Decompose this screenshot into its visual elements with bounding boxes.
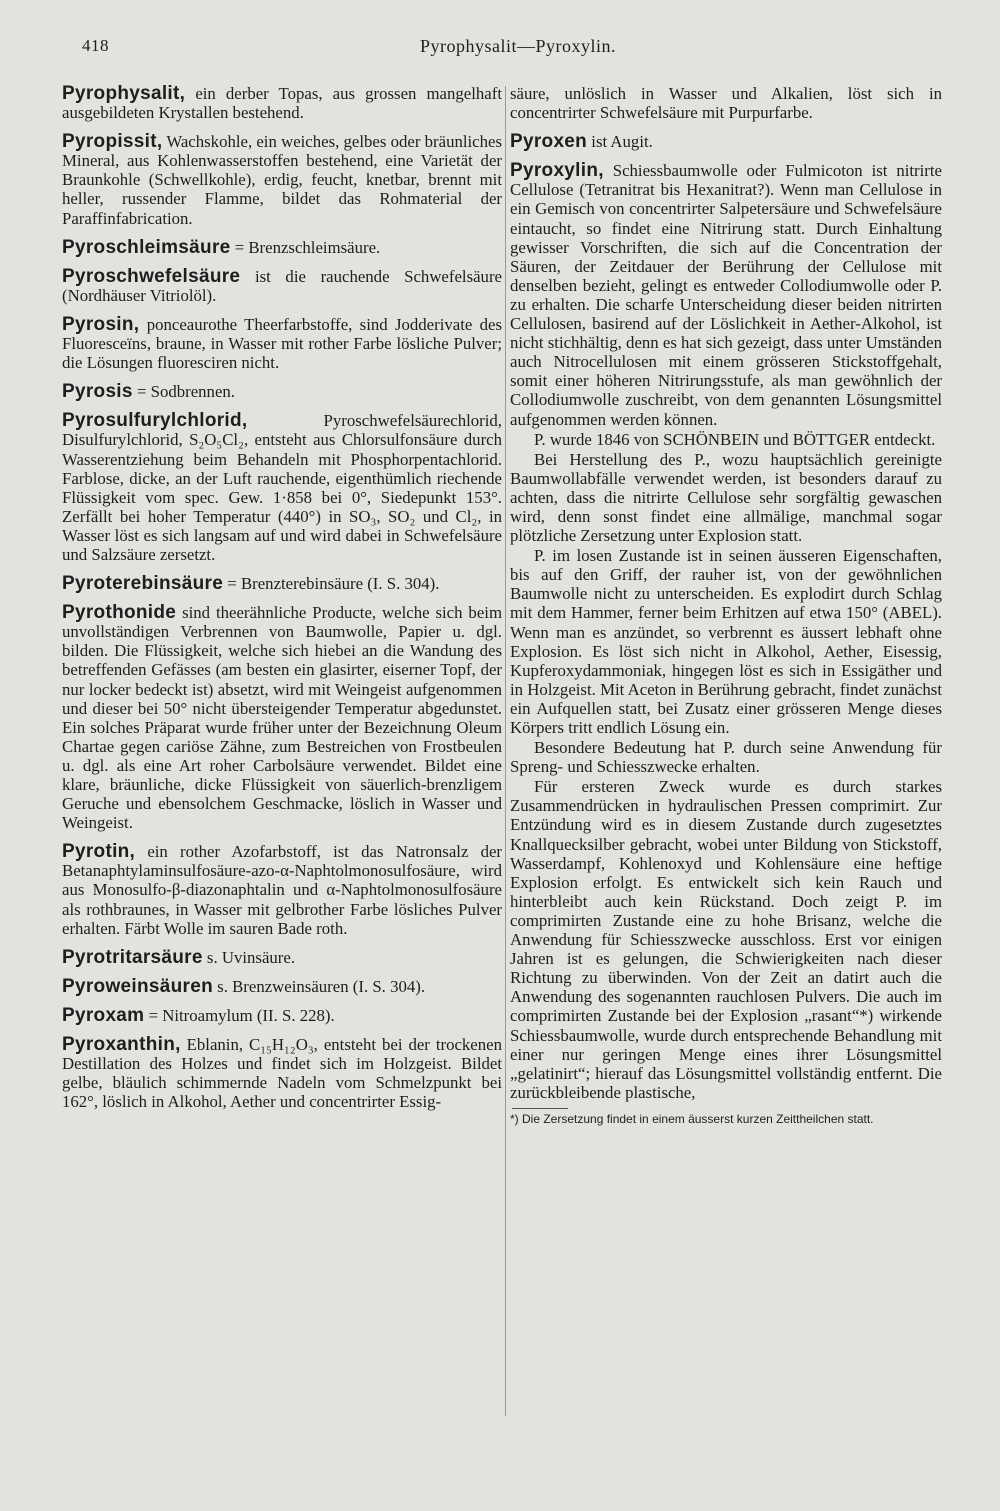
entry-pyroterebinsaeure	[62, 574, 502, 593]
headword: Pyrosis	[62, 381, 133, 403]
entry-pyrosulfurylchlorid	[62, 411, 502, 564]
headword: Pyropissit,	[62, 131, 163, 153]
right-column	[510, 84, 942, 1126]
entry-text: ponceaurothe Theerfarbstoffe, sind Jodderivate des Fluoresceïns, braune, in Wasser mit rother Farbe lösliche Pulver; die Lösungen fluoresciren nicht.	[62, 314, 502, 373]
entry-pyroschwefelsaeure	[62, 267, 502, 305]
headword: Pyroweinsäuren	[62, 975, 213, 997]
entry-pyroxam	[62, 1006, 502, 1025]
entry-pyroxen	[510, 132, 942, 151]
headword: Pyroschwefelsäure	[62, 265, 241, 287]
entry-pyropissit	[62, 132, 502, 227]
entry-text: s. Brenzweinsäuren (I. S. 304).	[212, 976, 426, 996]
entry-text: = Brenzschleimsäure.	[230, 237, 381, 257]
footnote: *) Die Zersetzung findet in einem äusserst kurzen Zeittheilchen statt.	[510, 1111, 874, 1126]
entry-text: sind theerähnliche Producte, welche sich beim unvollständigen Verbrennen von Baumwolle, Papier u. dgl. bilden. Die Flüssigkeit, welche sich hiebei an die Wandung des betreffenden Gefässes (am besten ein glasirter, eiserner Topf, der nur locker bedeckt ist) absetzt, wird mit Weingeist aufgenommen und dieser bei 50° nicht übersteigender Temperatur abgedunstet. Ein solches Präparat wurde früher unter der Bezeichnung Oleum Chartae gegen cariöse Zähne, zum Bestreichen von Frostbeulen u. dgl. als eine Art roher Carbolsäure verwendet. Bildet eine klare, bräunliche, dicke Flüssigkeit von säuerlich-brenzligem Geruche und ebensolchem Geschmacke, löslich in Wasser und Weingeist.	[62, 603, 502, 833]
entry-text: = Nitroamylum (II. S. 228).	[144, 1005, 335, 1025]
headword: Pyroterebinsäure	[62, 573, 224, 595]
entry-pyrotin	[62, 842, 502, 937]
paragraph: P. im losen Zustande ist in seinen äusseren Eigenschaften, bis auf den Griff, der rauher ist, von der gewöhnlichen Baumwolle nicht zu unterscheiden. Es explodirt durch Schlag mit dem Hammer, ferner beim Erhitzen auf etwa 150° (ABEL). Wenn man es anzündet, so verbrennt es äussert lebhaft ohne Explosion. Es löst sich nicht in Alkohol, Aether, Eisessig, Kupferoxydammoniak, hingegen löst es sich in Essigäther und in Holzgeist. Mit Aceton in Berührung gebracht, findet zunächst ein Aufquellen statt, bei Zusatz einer grösseren Menge dieses Körpers tritt endlich Lösung ein.	[510, 546, 942, 737]
entry-text: = Sodbrennen.	[132, 382, 235, 402]
entry-text: ein derber Topas, aus grossen mangelhaft ausgebildeten Krystallen bestehend.	[62, 84, 502, 123]
headword: Pyroxam	[62, 1004, 145, 1026]
entry-pyrosin	[62, 315, 502, 372]
headword: Pyrosulfurylchlorid,	[62, 410, 248, 432]
paragraph: Für ersteren Zweck wurde es durch starkes Zusammendrücken in hydraulischen Pressen comprimirt. Zur Entzündung wird es in diesem Zustande durch zugesetztes Knallquecksilber gebracht, wobei unter Bildung von Stickstoff, Wasserdampf, Kohlenoxyd und Kohlensäure eine heftige Explosion erfolgt. Es entwickelt sich kein Rauch und hinterbleibt auch kein Rückstand. Doch zeigt P. im comprimirten Zustande eine zu hohe Brisanz, welche die Anwendung für Schiesszwecke ausschloss. Erst vor einigen Jahren ist es gelungen, die Schwierigkeiten nach dieser Richtung zu überwinden. Von der Zeit an datirt auch die Anwendung des sogenannten rauchlosen Pulvers. Die auch im comprimirten Zustande bei der Explosion „rasant“*) wirkende Schiessbaumwolle, wurde durch entsprechende Behandlung mit einer nur geringen Menge eines ihrer Lösungsmittel „gelatinirt“; hierauf das Lösungsmittel vollständig entfernt. Die zurückbleibende plastische,	[510, 777, 942, 1102]
entry-pyroschleimsaeure	[62, 238, 502, 257]
entry-text: Schiessbaumwolle oder Fulmicoton ist nitrirte Cellulose (Tetranitrat bis Hexanitrat?). Wenn man Cellulose in ein Gemisch von concentrirter Salpetersäure und Schwefelsäure eintaucht, so findet eine Nitrirung statt. Durch Einhaltung gewisser Vorschriften, die sich auf die Concentration der Säuren, der Zeitdauer der Berührung der Cellulose mit denselben bezieht, gelingt es entweder Collodiumwolle oder P. zu erhalten. Die scharfe Unterscheidung dieser beiden nitrirten Cellulosen, basirend auf der Löslichkeit in Aether-Alkohol, ist nicht stichhältig, denn es hat sich gezeigt, dass unter Umständen auch Nitrocellulosen mit einem grösseren Stickstoffgehalt, somit einer höheren Nitrirungsstufe, als man gewöhnlich der Collodiumwolle zuschreibt, von dem genannten Lösungsmittel aufgenommen werden können.	[510, 161, 943, 429]
left-column	[62, 84, 502, 1121]
footnote-rule	[512, 1108, 568, 1109]
entry-pyrophysalit	[62, 84, 502, 122]
paragraph: Bei Herstellung des P., wozu hauptsächlich gereinigte Baumwollabfälle verwendet werden, ist besonders darauf zu achten, dass die nitrirte Cellulose sehr sorgfältig gewaschen wird, denn sonst findet eine allmälige, manchmal sogar plötzliche Zersetzung unter Explosion statt.	[510, 449, 942, 546]
entry-pyrothonide	[62, 603, 502, 832]
headword: Pyroxen	[510, 131, 588, 153]
entry-pyroweinsaeuren	[62, 977, 502, 996]
headword: Pyrosin,	[62, 313, 140, 335]
entry-text: ein rother Azofarbstoff, ist das Natronsalz der Betanaphtylaminsulfosäure-azo-α-Naphtolmonosulfosäure, wird aus Monosulfo-β-diazonaphtalin und α-Naphtolmonosulfosäure als rothbraunes, in Wasser mit gelbrother Farbe lösliches Pulver erhalten. Färbt Wolle im sauren Bade roth.	[62, 842, 502, 938]
running-title: Pyrophysalit—Pyroxylin.	[420, 36, 617, 56]
entry-text: Eblanin, C₁₅H₁₂O₃, entsteht bei der trockenen Destillation des Holzes und findet sich im Holzgeist. Bildet gelbe, bläulich schimmernde Nadeln vom Schmelzpunkt bei 162°, löslich in Alkohol, Aether und concentrirter Essig-	[62, 1035, 502, 1112]
entry-text: s. Uvinsäure.	[202, 947, 296, 967]
headword: Pyrotritarsäure	[62, 946, 203, 968]
entry-pyrotritarsaeure	[62, 948, 502, 967]
entry-text: Wachskohle, ein weiches, gelbes oder bräunliches Mineral, aus Kohlenwasserstoffen bestehend, eine Varietät der Braunkohle (Schwellkohle), erdig, feucht, knetbar, brennt mit heller, russender Flamme, bildet das Rohmaterial der Paraffinfabrication.	[62, 132, 502, 228]
entry-pyrosis	[62, 382, 502, 401]
continuation-text: säure, unlöslich in Wasser und Alkalien, löst sich in concentrirter Schwefelsäure mit Purpurfarbe.	[510, 84, 942, 123]
headword: Pyroschleimsäure	[62, 236, 231, 258]
paragraph: P. wurde 1846 von SCHÖNBEIN und BÖTTGER entdeckt.	[534, 429, 936, 449]
headword: Pyroxylin,	[510, 160, 604, 182]
headword: Pyrotin,	[62, 841, 136, 863]
headword: Pyrophysalit,	[62, 83, 186, 104]
entry-text: ist Augit.	[587, 132, 653, 152]
headword: Pyroxanthin,	[62, 1034, 181, 1056]
entry-text: = Brenzterebinsäure (I. S. 304).	[223, 574, 440, 594]
entry-pyroxylin	[510, 161, 942, 428]
headword: Pyrothonide	[62, 602, 177, 624]
page-number: 418	[82, 36, 109, 55]
entry-text: ist die rauchende Schwefelsäure (Nordhäuser Vitriolöl).	[62, 266, 502, 305]
entry-pyroxanthin	[62, 1035, 502, 1111]
paragraph: Besondere Bedeutung hat P. durch seine Anwendung für Spreng- und Schiesszwecke erhalten.	[510, 738, 942, 777]
column-divider	[505, 86, 506, 1416]
entry-text: Pyroschwefelsäurechlorid, Disulfurylchlorid, S₂O₅Cl₂, entsteht aus Chlorsulfonsäure durch Wasserentziehung beim Behandeln mit Phosphorpentachlorid. Farblose, dicke, an der Luft rauchende, eigenthümlich riechende Flüssigkeit vom spec. Gew. 1·858 bei 0°, Siedepunkt 153°. Zerfällt bei hoher Temperatur (440°) in SO₃, SO₂ und Cl₂, in Wasser löst es sich langsam auf und wird dabei in Schwefelsäure und Salzsäure zersetzt.	[62, 411, 502, 564]
